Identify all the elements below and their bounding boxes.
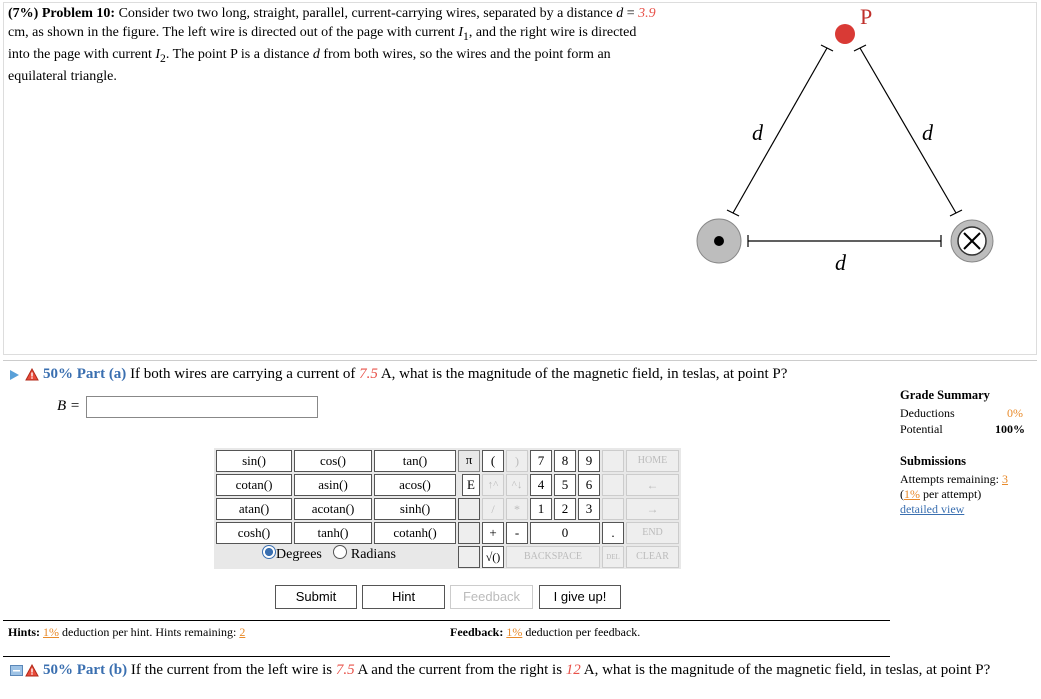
acotan-key[interactable]: acotan() [294,498,372,520]
digit-6[interactable]: 6 [578,474,600,496]
lparen-key[interactable]: ( [482,450,504,472]
power-down-key[interactable]: ^↓ [506,474,528,496]
play-icon[interactable] [10,370,19,380]
potential-value: 100% [995,422,1025,436]
deductions-value: 0% [1007,406,1023,420]
radians-radio[interactable] [333,545,347,559]
part-a-question: 50% Part (a) If both wires are carrying a current of 7.5 A, what is the magnitude of the magnetic field, in teslas, at point P? [10,366,787,383]
hints-feedback-bar [3,620,890,657]
cosh-key[interactable]: cosh() [216,522,292,544]
warning-icon [25,368,39,381]
sinh-key[interactable]: sinh() [374,498,456,520]
cotanh-key[interactable]: cotanh() [374,522,456,544]
digit-1[interactable]: 1 [530,498,552,520]
warning-icon [25,664,39,677]
d-value: 3.9 [638,6,656,21]
angle-mode: Degrees Radians [262,545,396,563]
plus-key[interactable]: + [482,522,504,544]
give-up-button[interactable]: I give up! [539,585,621,609]
digit-4[interactable]: 4 [530,474,552,496]
hints-remaining: 2 [239,625,246,639]
tanh-key[interactable]: tanh() [294,522,372,544]
digit-3[interactable]: 3 [578,498,600,520]
collapse-icon[interactable] [10,665,23,676]
point-p-label: P [860,4,873,29]
divider [3,656,890,657]
e-key[interactable]: E [462,474,480,496]
digit-9[interactable]: 9 [578,450,600,472]
divide-key[interactable]: / [482,498,504,520]
feedback-info: Feedback: 1% deduction per feedback. [450,625,641,639]
submit-button[interactable]: Submit [275,585,357,609]
cos-key[interactable]: cos() [294,450,372,472]
hints-info: Hints: 1% deduction per hint. Hints remaining: 2 [8,625,246,639]
atan-key[interactable]: atan() [216,498,292,520]
part-b-left-current: 7.5 [335,662,355,678]
grade-summary: Grade Summary Deductions 0% Potential 100% Submissions Attempts remaining: 3 (1% per attempt) detailed view [900,388,1025,516]
home-key[interactable]: HOME [626,450,679,472]
digit-2[interactable]: 2 [554,498,576,520]
end-key[interactable]: END [626,522,679,544]
left-arrow-key[interactable]: ← [626,474,679,496]
grade-summary-title: Grade Summary [900,388,990,402]
power-key[interactable]: ↑^ [482,474,504,496]
digit-5[interactable]: 5 [554,474,576,496]
feedback-button[interactable]: Feedback [450,585,533,609]
part-b-percent: 50% Part (b) [43,662,128,678]
sin-key[interactable]: sin() [216,450,292,472]
right-side-dimension [854,45,962,216]
hint-button[interactable]: Hint [362,585,445,609]
part-a-percent: 50% Part (a) [43,366,127,382]
digit-0[interactable]: 0 [530,522,600,544]
digit-8[interactable]: 8 [554,450,576,472]
bottom-dimension [748,235,941,247]
left-side-label: d [752,120,763,145]
decimal-key[interactable]: . [602,522,624,544]
right-arrow-key[interactable]: → [626,498,679,520]
degrees-radio[interactable] [262,545,276,559]
problem-statement: (7%) Problem 10: Consider two two long, straight, parallel, current-carrying wires, separated by a distance d = 3.9 cm, as shown in the figure. The left wire is directed out of the page with current $I_1$, and the right wire is directed into the page with current $I_2$. The point P is a distance d from both wires, so the wires and the point form an equilateral triangle. [8,6,656,85]
acos-key[interactable]: acos() [374,474,456,496]
part-a-current: 7.5 [359,366,378,382]
calculator-keypad [214,448,681,569]
minus-key[interactable]: - [506,522,528,544]
pi-key[interactable]: π [465,452,473,467]
wire-into-page-icon [951,220,993,262]
submissions-title: Submissions [900,454,967,468]
digit-7[interactable]: 7 [530,450,552,472]
attempts-remaining: 3 [1001,472,1008,486]
delete-key[interactable]: DEL [602,546,624,568]
backspace-key[interactable]: BACKSPACE [506,546,600,568]
asin-key[interactable]: asin() [294,474,372,496]
part-b-question: 50% Part (b) If the current from the left wire is 7.5 A and the current from the right is 12 A, what is the magnitude of the magnetic field, in teslas, at point P? [10,661,1020,679]
right-side-label: d [922,120,933,145]
wire-figure [690,0,1000,290]
detailed-view-link[interactable]: detailed view [900,502,965,516]
rparen-key[interactable]: ) [506,450,528,472]
wire-out-of-page-icon [697,219,741,263]
sqrt-key[interactable]: √() [482,546,504,568]
answer-label: B = [57,398,81,414]
left-side-dimension [727,45,833,216]
problem-header: (7%) Problem 10: [8,6,116,21]
part-b-right-current: 12 [565,662,581,678]
bottom-label: d [835,250,846,275]
cotan-key[interactable]: cotan() [216,474,292,496]
clear-key[interactable]: CLEAR [626,546,679,568]
multiply-key[interactable]: * [506,498,528,520]
point-p-marker [835,24,855,44]
answer-input[interactable] [86,396,318,418]
tan-key[interactable]: tan() [374,450,456,472]
